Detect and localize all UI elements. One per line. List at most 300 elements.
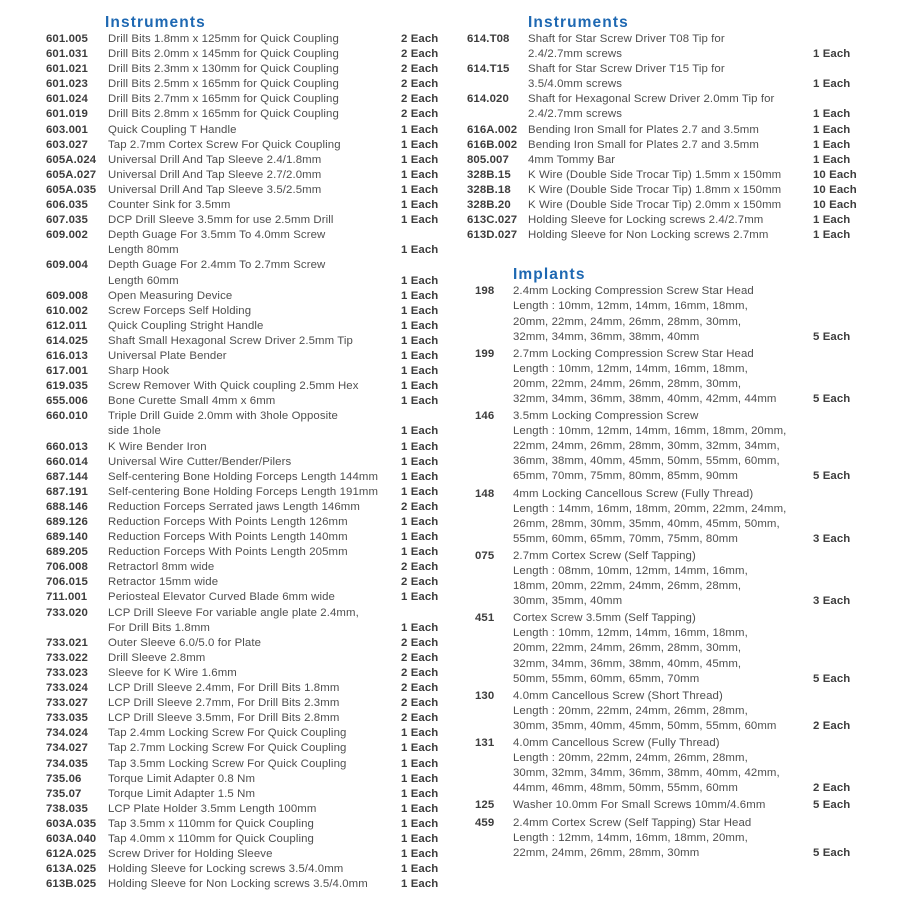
implants-row-list	[467, 284, 877, 860]
description-line: Tap 3.5mm x 110mm for Quick Coupling	[108, 817, 314, 830]
description-line: Bending Iron Small for Plates 2.7 and 3.5mm	[528, 123, 759, 136]
part-number: 146	[475, 410, 495, 423]
part-number: 734.027	[46, 742, 88, 755]
catalog-row	[46, 500, 448, 515]
catalog-row	[467, 611, 877, 686]
item-quantity: 2 Each	[401, 697, 439, 710]
item-quantity: 1 Each	[401, 727, 439, 740]
description-line: Depth Guage For 2.4mm To 2.7mm Screw	[108, 259, 326, 272]
catalog-row	[46, 832, 448, 847]
catalog-row	[46, 319, 448, 334]
item-description	[513, 736, 813, 796]
part-number: 603A.040	[46, 832, 97, 845]
catalog-row	[46, 847, 448, 862]
catalog-row	[46, 168, 448, 183]
item-quantity: 1 Each	[813, 48, 851, 61]
catalog-row	[46, 92, 448, 107]
item-description	[513, 284, 813, 344]
description-line: Tap 2.7mm Locking Screw For Quick Coupling	[108, 742, 347, 755]
description-line: 18mm, 20mm, 22mm, 24mm, 26mm, 28mm,	[513, 580, 742, 593]
item-quantity: 1 Each	[401, 742, 439, 755]
item-description	[108, 123, 401, 138]
part-number: 687.191	[46, 485, 88, 498]
item-quantity: 1 Each	[401, 832, 439, 845]
part-number: 735.06	[46, 772, 82, 785]
part-number: 601.031	[46, 48, 88, 61]
item-description	[108, 334, 401, 349]
item-quantity: 1 Each	[401, 485, 439, 498]
part-number: 614.T08	[467, 33, 510, 45]
description-line: Screw Driver for Holding Sleeve	[108, 848, 273, 861]
item-quantity: 5 Each	[813, 799, 851, 812]
description-line: 55mm, 60mm, 65mm, 70mm, 75mm, 80mm	[513, 532, 738, 545]
item-description	[108, 802, 401, 817]
catalog-row	[46, 590, 448, 605]
part-number: 688.146	[46, 500, 88, 513]
item-quantity: 1 Each	[401, 863, 439, 876]
item-quantity: 1 Each	[813, 123, 851, 136]
catalog-row	[46, 62, 448, 77]
description-line: 2.7mm Cortex Screw (Self Tapping)	[513, 549, 696, 562]
item-quantity: 2 Each	[401, 576, 439, 589]
catalog-row	[467, 549, 877, 609]
item-quantity: 2 Each	[813, 782, 851, 795]
item-description	[108, 711, 401, 726]
description-line: 2.4mm Cortex Screw (Self Tapping) Star Head	[513, 816, 752, 829]
catalog-row	[467, 62, 877, 92]
item-description	[108, 545, 401, 560]
description-line: Tap 2.7mm Cortex Screw For Quick Coupling	[108, 138, 341, 151]
item-description	[108, 77, 401, 92]
catalog-row	[46, 545, 448, 560]
part-number: 706.015	[46, 576, 88, 589]
description-line: 26mm, 28mm, 30mm, 35mm, 40mm, 45mm, 50mm,	[513, 517, 780, 530]
description-line: 32mm, 34mm, 36mm, 38mm, 40mm, 42mm, 44mm	[513, 392, 777, 405]
description-line: 30mm, 32mm, 34mm, 36mm, 38mm, 40mm, 42mm,	[513, 767, 780, 780]
catalog-row	[467, 347, 877, 407]
part-number: 711.001	[46, 591, 88, 604]
description-line: Bending Iron Small for Plates 2.7 and 3.5mm	[528, 138, 759, 151]
part-number: 601.021	[46, 63, 88, 76]
catalog-row	[467, 183, 877, 198]
description-line: 4mm Tommy Bar	[528, 153, 616, 166]
catalog-row	[46, 228, 448, 258]
catalog-row	[46, 651, 448, 666]
catalog-row	[46, 198, 448, 213]
item-quantity: 1 Each	[401, 772, 439, 785]
part-number: 601.019	[46, 108, 88, 121]
description-line: Universal Drill And Tap Sleeve 2.4/1.8mm	[108, 153, 322, 166]
description-line: Length : 10mm, 12mm, 14mm, 16mm, 18mm,	[513, 362, 748, 375]
description-line: 4mm Locking Cancellous Screw (Fully Thread)	[513, 487, 754, 500]
part-number: 613C.027	[467, 214, 518, 227]
description-line: Quick Coupling Stright Handle	[108, 319, 264, 332]
description-line: Bone Curette Small 4mm x 6mm	[108, 395, 276, 408]
item-quantity: 2 Each	[401, 636, 439, 649]
item-description	[108, 213, 401, 228]
catalog-row	[46, 379, 448, 394]
description-line: Shaft Small Hexagonal Screw Driver 2.5mm Tip	[108, 334, 353, 347]
part-number: 734.035	[46, 757, 88, 770]
item-description	[108, 832, 401, 847]
description-line: LCP Drill Sleeve 2.4mm, For Drill Bits 1.8mm	[108, 682, 340, 695]
catalog-row	[467, 168, 877, 183]
part-number: 687.144	[46, 470, 88, 483]
item-description	[108, 304, 401, 319]
description-line: K Wire (Double Side Trocar Tip) 2.0mm x 150mm	[528, 199, 782, 212]
catalog-row	[467, 736, 877, 796]
part-number: 612.011	[46, 319, 88, 332]
item-quantity: 1 Each	[401, 153, 439, 166]
part-number: 689.126	[46, 516, 88, 528]
description-line: Reduction Forceps Serrated jaws Length 146mm	[108, 500, 360, 513]
item-quantity: 5 Each	[813, 470, 851, 483]
description-line: Self-centering Bone Holding Forceps Length 144mm	[108, 470, 379, 483]
section-implants	[467, 265, 877, 860]
item-quantity: 1 Each	[401, 591, 439, 604]
description-line: Holding Sleeve for Locking screws 3.5/4.0mm	[108, 863, 344, 876]
description-line: 22mm, 24mm, 26mm, 28mm, 30mm, 32mm, 34mm,	[513, 440, 780, 453]
item-quantity: 1 Each	[401, 244, 439, 257]
item-quantity: 1 Each	[401, 138, 439, 151]
description-line: LCP Drill Sleeve 2.7mm, For Drill Bits 2.3mm	[108, 697, 340, 710]
item-quantity: 1 Each	[401, 395, 439, 408]
catalog-row	[467, 284, 877, 344]
part-number: 706.008	[46, 561, 88, 574]
part-number: 148	[475, 487, 495, 500]
item-quantity: 1 Each	[813, 229, 851, 242]
catalog-row	[46, 440, 448, 455]
instruments-left-row-list	[46, 32, 448, 892]
part-number: 075	[475, 549, 495, 562]
item-quantity: 1 Each	[401, 183, 439, 196]
description-line: Universal Drill And Tap Sleeve 2.7/2.0mm	[108, 168, 322, 181]
item-quantity: 10 Each	[813, 183, 857, 196]
item-description	[513, 549, 813, 609]
description-line: Length 80mm	[108, 244, 179, 257]
item-quantity: 5 Each	[813, 330, 851, 343]
item-description	[528, 168, 813, 183]
item-description	[513, 689, 813, 734]
item-quantity: 1 Each	[813, 108, 851, 121]
item-description	[108, 379, 401, 394]
description-line: 4.0mm Cancellous Screw (Fully Thread)	[513, 737, 720, 750]
part-number: 613B.025	[46, 878, 97, 891]
item-description	[528, 213, 813, 228]
description-line: Counter Sink for 3.5mm	[108, 199, 231, 212]
item-quantity: 1 Each	[401, 455, 439, 468]
catalog-row	[46, 711, 448, 726]
instruments-heading: Instruments	[105, 14, 206, 31]
catalog-row	[46, 138, 448, 153]
item-description	[513, 816, 813, 861]
part-number: 616B.002	[467, 138, 518, 151]
description-line: Length : 14mm, 16mm, 18mm, 20mm, 22mm, 24mm,	[513, 502, 787, 515]
part-number: 733.035	[46, 712, 88, 725]
column-right	[467, 13, 877, 863]
description-line: Tap 4.0mm x 110mm for Quick Coupling	[108, 832, 314, 845]
item-description	[108, 741, 401, 756]
description-line: Length : 10mm, 12mm, 14mm, 16mm, 18mm,	[513, 627, 748, 640]
part-number: 610.002	[46, 304, 88, 317]
description-line: Depth Guage For 3.5mm To 4.0mm Screw	[108, 229, 326, 242]
catalog-row	[46, 696, 448, 711]
item-description	[528, 153, 813, 168]
description-line: Holding Sleeve for Non Locking screws 2.7mm	[528, 229, 769, 242]
item-quantity: 2 Each	[401, 63, 439, 76]
part-number: 733.020	[46, 606, 88, 619]
description-line: 30mm, 35mm, 40mm	[513, 595, 623, 608]
item-quantity: 1 Each	[401, 878, 439, 891]
item-description	[108, 500, 401, 515]
item-quantity: 1 Each	[401, 848, 439, 861]
item-quantity: 1 Each	[401, 425, 439, 438]
item-description	[108, 651, 401, 666]
description-line: Reduction Forceps With Points Length 126mm	[108, 516, 348, 528]
catalog-row	[46, 304, 448, 319]
description-line: 3.5mm Locking Compression Screw	[513, 410, 699, 423]
section-instruments-right	[467, 13, 877, 243]
catalog-row	[46, 817, 448, 832]
part-number: 614.T15	[467, 63, 510, 76]
description-line: DCP Drill Sleeve 3.5mm for use 2.5mm Drill	[108, 214, 334, 227]
catalog-row	[46, 334, 448, 349]
item-description	[528, 123, 813, 138]
part-number: 605A.035	[46, 183, 97, 196]
description-line: 22mm, 24mm, 26mm, 28mm, 30mm	[513, 846, 700, 859]
implants-heading: Implants	[513, 266, 586, 284]
description-line: Universal Drill And Tap Sleeve 3.5/2.5mm	[108, 183, 322, 196]
item-quantity: 2 Each	[401, 93, 439, 106]
catalog-row	[467, 123, 877, 138]
item-quantity: 3 Each	[813, 595, 851, 608]
description-line: K Wire (Double Side Trocar Tip) 1.5mm x 150mm	[528, 168, 782, 181]
item-quantity: 1 Each	[401, 757, 439, 770]
catalog-row	[46, 455, 448, 470]
description-line: Drill Bits 2.3mm x 130mm for Quick Coupling	[108, 63, 339, 76]
item-quantity: 2 Each	[401, 651, 439, 664]
item-quantity: 2 Each	[401, 500, 439, 513]
item-quantity: 1 Each	[401, 214, 439, 227]
part-number: 614.020	[467, 93, 509, 106]
description-line: Sharp Hook	[108, 365, 170, 378]
catalog-row	[46, 258, 448, 288]
part-number: 617.001	[46, 365, 88, 378]
item-quantity: 3 Each	[813, 532, 851, 545]
item-quantity: 2 Each	[401, 108, 439, 121]
item-description	[528, 32, 813, 62]
catalog-row	[46, 470, 448, 485]
item-description	[528, 138, 813, 153]
part-number: 601.023	[46, 78, 88, 91]
catalog-row	[46, 47, 448, 62]
part-number: 689.205	[46, 546, 88, 559]
catalog-row	[46, 32, 448, 47]
description-line: Sleeve for K Wire 1.6mm	[108, 666, 237, 679]
item-description	[528, 183, 813, 198]
item-description	[528, 92, 813, 122]
part-number: 603.001	[46, 123, 88, 136]
catalog-row	[467, 198, 877, 213]
part-number: 130	[475, 689, 495, 702]
description-line: 2.7mm Locking Compression Screw Star Head	[513, 347, 754, 360]
part-number: 125	[475, 799, 495, 812]
description-line: Drill Bits 2.8mm x 165mm for Quick Coupling	[108, 108, 339, 121]
catalog-row	[46, 77, 448, 92]
part-number: 734.024	[46, 727, 88, 740]
catalog-row	[46, 515, 448, 530]
part-number: 601.024	[46, 93, 88, 106]
part-number: 198	[475, 285, 495, 298]
description-line: 50mm, 55mm, 60mm, 65mm, 70mm	[513, 672, 700, 685]
item-quantity: 5 Each	[813, 846, 851, 859]
description-line: Length : 08mm, 10mm, 12mm, 14mm, 16mm,	[513, 565, 748, 577]
catalog-row	[46, 741, 448, 756]
description-line: Shaft for Star Screw Driver T15 Tip for	[528, 63, 725, 76]
description-line: Length : 10mm, 12mm, 14mm, 16mm, 18mm, 20mm,	[513, 425, 787, 438]
description-line: For Drill Bits 1.8mm	[108, 621, 210, 634]
item-description	[108, 772, 401, 787]
item-description	[108, 696, 401, 711]
part-number: 655.006	[46, 395, 88, 408]
part-number: 612A.025	[46, 848, 97, 861]
part-number: 689.140	[46, 531, 88, 544]
part-number: 614.025	[46, 334, 88, 347]
item-description	[108, 319, 401, 334]
item-quantity: 2 Each	[401, 78, 439, 91]
item-description	[108, 575, 401, 590]
catalog-row	[46, 530, 448, 545]
catalog-row	[46, 183, 448, 198]
item-description	[108, 289, 401, 304]
item-quantity: 1 Each	[401, 787, 439, 800]
catalog-row	[46, 289, 448, 304]
catalog-row	[46, 394, 448, 409]
item-description	[108, 440, 401, 455]
description-line: Periosteal Elevator Curved Blade 6mm wide	[108, 591, 335, 604]
part-number: 328B.20	[467, 199, 511, 212]
description-line: Holding Sleeve for Non Locking screws 3.5/4.0mm	[108, 878, 368, 891]
part-number: 613A.025	[46, 863, 97, 876]
description-line: Tap 3.5mm Locking Screw For Quick Coupling	[108, 757, 347, 770]
instruments-heading: Instruments	[528, 14, 629, 31]
item-quantity: 2 Each	[401, 712, 439, 725]
description-line: Drill Bits 1.8mm x 125mm for Quick Coupling	[108, 33, 339, 45]
item-description	[108, 32, 401, 47]
section-instruments-left	[46, 13, 448, 892]
description-line: 2.4/2.7mm screws	[528, 108, 623, 121]
catalog-row	[467, 138, 877, 153]
item-description	[108, 409, 401, 439]
part-number: 451	[475, 612, 495, 625]
part-number: 328B.18	[467, 183, 511, 196]
item-description	[108, 470, 401, 485]
part-number: 738.035	[46, 802, 88, 815]
item-quantity: 1 Each	[813, 78, 851, 91]
item-quantity: 2 Each	[401, 48, 439, 61]
part-number: 606.035	[46, 199, 88, 212]
item-description	[108, 847, 401, 862]
description-line: Universal Plate Bender	[108, 349, 227, 362]
item-quantity: 1 Each	[401, 319, 439, 332]
item-quantity: 1 Each	[401, 817, 439, 830]
description-line: Cortex Screw 3.5mm (Self Tapping)	[513, 612, 696, 625]
item-description	[108, 636, 401, 651]
catalog-row	[46, 213, 448, 228]
catalog-row	[467, 409, 877, 484]
description-line: 20mm, 22mm, 24mm, 26mm, 28mm, 30mm,	[513, 377, 742, 390]
item-description	[108, 485, 401, 500]
part-number: 613D.027	[467, 229, 518, 242]
item-description	[108, 364, 401, 379]
description-line: Screw Forceps Self Holding	[108, 304, 252, 317]
item-quantity: 2 Each	[401, 33, 439, 45]
item-description	[528, 62, 813, 92]
part-number: 609.002	[46, 229, 88, 242]
item-quantity: 1 Each	[401, 274, 439, 287]
item-quantity: 2 Each	[813, 719, 851, 732]
description-line: Drill Bits 2.5mm x 165mm for Quick Coupling	[108, 78, 339, 91]
description-line: K Wire Bender Iron	[108, 440, 207, 453]
part-number: 605A.027	[46, 168, 97, 181]
description-line: 32mm, 34mm, 36mm, 38mm, 40mm	[513, 330, 700, 343]
item-quantity: 1 Each	[401, 516, 439, 528]
part-number: 609.008	[46, 289, 88, 302]
item-description	[108, 757, 401, 772]
catalog-row	[467, 816, 877, 861]
item-quantity: 2 Each	[401, 682, 439, 695]
item-description	[108, 258, 401, 288]
item-description	[108, 515, 401, 530]
item-description	[108, 787, 401, 802]
part-number: 328B.15	[467, 168, 511, 181]
part-number: 733.027	[46, 697, 88, 710]
description-line: Drill Bits 2.0mm x 145mm for Quick Coupling	[108, 48, 339, 61]
catalog-row	[46, 409, 448, 439]
catalog-row	[46, 575, 448, 590]
item-description	[108, 877, 401, 892]
item-description	[528, 228, 813, 243]
description-line: Holding Sleeve for Locking screws 2.4/2.7mm	[528, 214, 764, 227]
description-line: Reduction Forceps With Points Length 205mm	[108, 546, 348, 559]
item-description	[513, 409, 813, 484]
catalog-row	[46, 802, 448, 817]
catalog-row	[46, 862, 448, 877]
item-quantity: 1 Each	[401, 440, 439, 453]
description-line: side 1hole	[108, 425, 161, 438]
description-line: Length : 12mm, 14mm, 16mm, 18mm, 20mm,	[513, 831, 748, 844]
part-number: 733.021	[46, 636, 88, 649]
description-line: 65mm, 70mm, 75mm, 80mm, 85mm, 90mm	[513, 470, 738, 483]
item-description	[108, 92, 401, 107]
catalog-row	[46, 666, 448, 681]
item-description	[108, 62, 401, 77]
catalog-row	[46, 787, 448, 802]
description-line: Drill Bits 2.7mm x 165mm for Quick Coupling	[108, 93, 339, 106]
description-line: 44mm, 46mm, 48mm, 50mm, 55mm, 60mm	[513, 782, 738, 795]
item-quantity: 1 Each	[401, 304, 439, 317]
description-line: Torque Limit Adapter 0.8 Nm	[108, 772, 256, 785]
part-number: 459	[475, 816, 495, 829]
description-line: 4.0mm Cancellous Screw (Short Thread)	[513, 689, 723, 702]
item-description	[108, 107, 401, 122]
description-line: Length 60mm	[108, 274, 179, 287]
item-description	[513, 347, 813, 407]
description-line: Tap 2.4mm Locking Screw For Quick Coupling	[108, 727, 347, 740]
part-number: 199	[475, 347, 495, 360]
description-line: Universal Wire Cutter/Bender/Pilers	[108, 455, 292, 468]
description-line: 36mm, 38mm, 40mm, 45mm, 50mm, 55mm, 60mm,	[513, 455, 780, 468]
